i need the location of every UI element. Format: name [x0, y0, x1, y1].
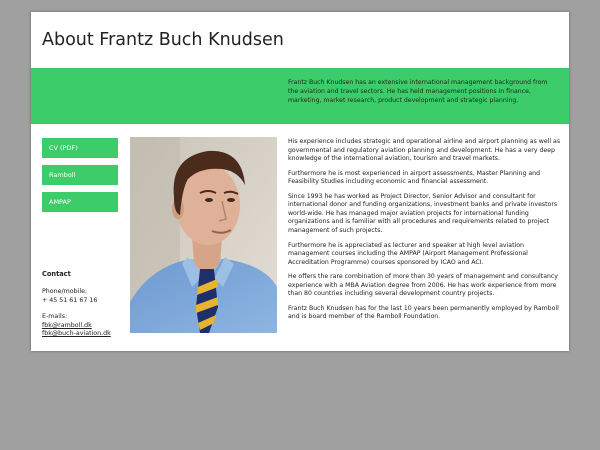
- main-content: [288, 138, 562, 328]
- contact-section: [42, 270, 127, 338]
- nav-link-ramboll[interactable]: Ramboll: [42, 165, 118, 185]
- nav-link-ampap[interactable]: AMPAP: [42, 192, 118, 212]
- nav-link-cv-pdf[interactable]: CV (PDF): [42, 138, 118, 158]
- intro-text: Frantz Buch Knudsen has an extensive international management background from the aviation and travel sectors. He has held management positions in finance, marketing, market research, product development and strategic planning.: [288, 79, 548, 104]
- phone-number: + 45 51 61 67 16: [42, 296, 98, 304]
- email-link-ramboll[interactable]: fbk@ramboll.dk: [42, 321, 92, 329]
- email-label: E-mails:: [42, 313, 68, 321]
- bio-paragraph: Since 1993 he has worked as Project Director, Senior Advisor and consultant for international donor and funding organizations, investment banks and private investors world-wide. He has managed major aviation projects for international funding organizations and is familiar with all procedures and requirements related to project management of such projects.: [288, 192, 558, 234]
- phone-label: Phone/mobile:: [42, 288, 88, 296]
- page-title: About Frantz Buch Knudsen: [42, 30, 284, 50]
- intro-band: [31, 68, 569, 124]
- page-panel: [31, 12, 569, 351]
- email-link-buch-aviation[interactable]: fbk@buch-aviation.dk: [42, 330, 111, 338]
- bio-paragraph: Furthermore he is most experienced in airport assessments, Master Planning and Feasibility Studies including economic and financial assessment.: [288, 169, 540, 186]
- side-nav: [42, 138, 118, 219]
- bio-paragraph: Frantz Buch Knudsen has for the last 10 years been permanently employed by Ramboll and is board member of the Ramboll Foundation.: [288, 304, 559, 321]
- bio-paragraph: Furthermore he is appreciated as lecturer and speaker at high level aviation management courses including the AMPAP (Airport Management Professional Accreditation Programme) courses sponsored by ICAO and ACI.: [288, 241, 528, 266]
- contact-heading: Contact: [42, 270, 71, 278]
- portrait-photo: [130, 137, 277, 333]
- bio-paragraph: He offers the rare combination of more than 30 years of management and consultancy experience with a MBA Aviation degree from 2006. He has work experience from more than 80 countries including several development country projects.: [288, 273, 558, 298]
- bio-paragraph: His experience includes strategic and operational airline and airport planning as well as governmental and regulatory aviation planning and development. He has a very deep knowledge of the international aviation, tourism and travel markets.: [288, 138, 561, 162]
